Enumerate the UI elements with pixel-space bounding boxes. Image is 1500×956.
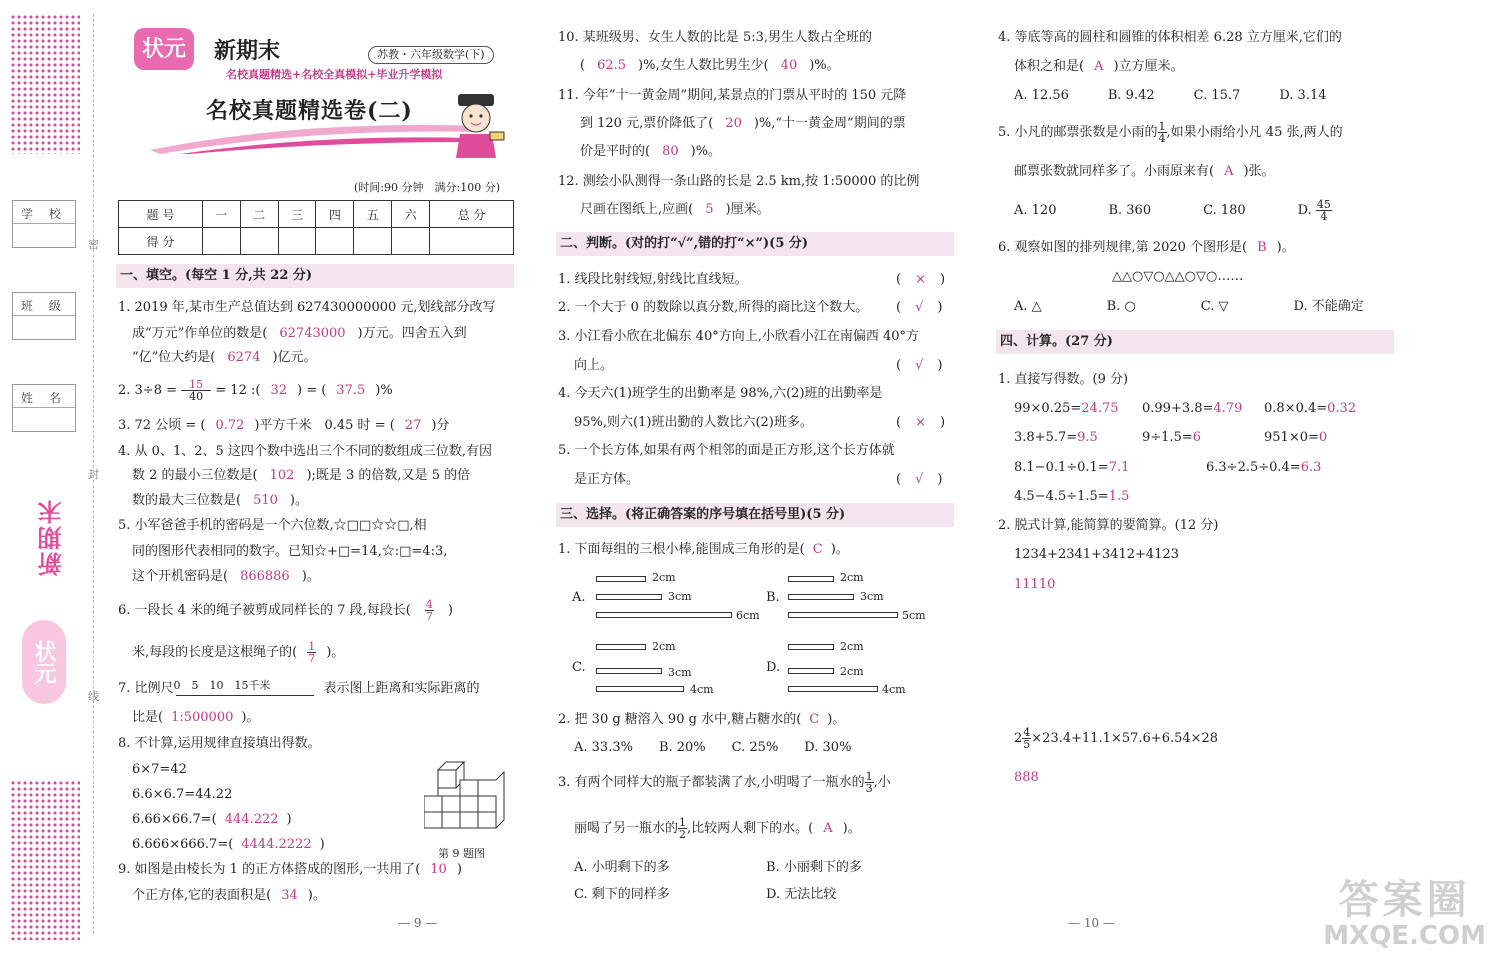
judge-3-line2: 向上。 [574, 358, 614, 373]
answer: 510 [253, 493, 278, 508]
score-input[interactable] [316, 228, 354, 255]
judge-5-line2: 是正方体。 [574, 472, 640, 487]
q1-line2: 成“万元”作单位的数是( 62743000 )万元。四舍五入到 [132, 326, 467, 341]
stick-label: 2cm [840, 571, 864, 584]
answer: 1:500000 [171, 710, 234, 725]
score-row [119, 228, 514, 255]
r5-options: A. 120 B. 360 C. 180 D. $\frac{45}{4}$ [1014, 198, 1331, 223]
answer: C [809, 712, 820, 727]
dot-pattern-bottom [10, 780, 80, 940]
q9-figure-caption: 第 9 题图 [438, 847, 485, 860]
r5-option-fraction: $\frac{45}{4}$ [1316, 198, 1331, 223]
grade-tag: 苏教・六年级数学(下) [368, 46, 494, 64]
r6-pattern: △△○▽○△△○▽○…… [1112, 269, 1244, 284]
q2: 2. 3÷8 = $\frac{15}{40}$ = 12 :( 32 ) = ( 37.5 )% [118, 378, 393, 403]
answer: C [812, 542, 823, 557]
q8-row3: 6.66×66.7=( 444.222 ) [132, 812, 292, 827]
stick-label: 2cm [652, 571, 676, 584]
judge-2-answer: ( √ ) [896, 300, 943, 315]
scale-bar: 0 5 10 15千米 [174, 681, 324, 697]
answer: 62743000 [279, 326, 346, 341]
page-number-right: — 10 — [1068, 916, 1115, 930]
stick-label: 3cm [668, 666, 692, 679]
calc-2-answer-1: 11110 [1014, 577, 1056, 592]
answer: 62.5 [597, 58, 627, 73]
stick-label: 6cm [736, 609, 760, 622]
mascot-icon [444, 92, 508, 162]
q5-line1: 5. 小军爸爸手机的密码是一个六位数,☆□□☆☆□,相 [118, 518, 427, 533]
stick [788, 576, 834, 582]
score-cell: 一 [202, 201, 240, 228]
watermark-line-2: MXQE.COM [1323, 921, 1486, 951]
option-a: A. [572, 590, 586, 605]
stick [596, 576, 646, 582]
choice-3-opt-d: D. 无法比较 [766, 887, 837, 902]
stick-label: 3cm [668, 590, 692, 603]
q5-line2: 同的图形代表相同的数字。已知☆+□=14,☆:□=4:3, [132, 544, 448, 559]
q9-line2: 个正方体,它的表面积是( 34 )。 [132, 888, 326, 903]
judge-4-answer: ( × ) [896, 415, 946, 430]
answer: A [823, 821, 833, 836]
cube-figure [424, 760, 510, 842]
stick [596, 612, 732, 618]
stick-label: 2cm [840, 640, 864, 653]
judge-1: 1. 线段比射线短,射线比直线短。 [558, 272, 748, 287]
brand-logo: 状元 [134, 28, 194, 70]
c3-fraction-2: $\frac{1}{2}$ [679, 816, 687, 841]
q6-line1: 6. 一段长 4 米的绳子被剪成同样长的 7 段,每段长( $\frac{4}{7}$ ) [118, 598, 453, 623]
answer: 0.72 [215, 418, 245, 433]
r5-line1: 5. 小凡的邮票张数是小雨的 $\frac{1}{4}$ ,如果小雨给小凡 45 张,两人的 [998, 120, 1343, 145]
q6-line2: 米,每段的长度是这根绳子的( $\frac{1}{7}$ )。 [132, 640, 345, 665]
calc-2-expr-1: 1234+2341+3412+4123 [1014, 547, 1180, 562]
calc-2-fraction: $\frac{4}{5}$ [1023, 726, 1031, 751]
choice-3-line2: 丽喝了另一瓶水的 $\frac{1}{2}$ ,比较两人剩下的水。( A )。 [574, 816, 861, 841]
q11-line1: 11. 今年“十一黄金周”期间,某景点的门票从平时的 150 元降 [558, 88, 907, 103]
score-cell: 三 [278, 201, 316, 228]
cut-line [93, 14, 94, 934]
score-cell: 题 号 [119, 201, 203, 228]
q6-fraction-1: $\frac{4}{7}$ [425, 598, 433, 623]
judge-4-line2: 95%,则六(1)班出勤的人数比六(2)班多。 [574, 415, 813, 430]
answer: 34 [281, 888, 298, 903]
answer: 80 [662, 144, 679, 159]
r5-fraction: $\frac{1}{4}$ [1158, 120, 1166, 145]
seal-mark-3: 线 [88, 690, 99, 703]
watermark [1323, 878, 1486, 950]
choice-3-opt-c: C. 剩下的同样多 [574, 887, 670, 902]
option-b: B. [766, 590, 780, 605]
calc-item: 3.8+5.7=9.5 [1014, 430, 1098, 445]
q4-line2: 数 2 的最小三位数是( 102 );既是 3 的倍数,又是 5 的倍 [132, 468, 471, 483]
q7-line1: 7. 比例尺 0 5 10 15千米 表示图上距离和实际距离的 [118, 679, 480, 696]
c3-fraction-1: $\frac{1}{3}$ [865, 770, 873, 795]
calc-item: 4.5−4.5÷1.5=1.5 [1014, 489, 1130, 504]
class-field[interactable]: 班 级 [12, 292, 76, 340]
q3: 3. 72 公顷 = ( 0.72 )平方千米 0.45 时 = ( 27 )分 [118, 418, 450, 433]
stick-label: 4cm [882, 683, 906, 696]
answer: A [1094, 59, 1104, 74]
school-field[interactable]: 学 校 [12, 200, 76, 248]
judge-3-answer: ( √ ) [896, 358, 943, 373]
q10-line2: ( 62.5 )%,女生人数比男生少( 40 )%。 [580, 58, 840, 73]
seal-mark-2: 封 [88, 468, 99, 481]
score-cell: 五 [354, 201, 392, 228]
page-number-left: — 9 — [398, 916, 438, 930]
answer: 4444.2222 [241, 837, 312, 852]
stick-label: 3cm [860, 590, 884, 603]
score-table [118, 200, 514, 255]
q1-line3: “亿”位大约是( 6274 )亿元。 [132, 350, 317, 365]
q4-line3: 数的最大三位数是( 510 )。 [132, 493, 308, 508]
answer: A [1224, 164, 1234, 179]
r4-line1: 4. 等底等高的圆柱和圆锥的体积相差 6.28 立方厘米,它们的 [998, 30, 1342, 45]
score-input[interactable] [392, 228, 430, 255]
choice-2: 2. 把 30 g 糖溶入 90 g 水中,糖占糖水的( C )。 [558, 712, 846, 727]
q5-line3: 这个开机密码是( 866886 )。 [132, 569, 320, 584]
calc-2-answer-2: 888 [1014, 770, 1039, 785]
score-header-row [119, 201, 514, 228]
judge-4-line1: 4. 今天六(1)班学生的出勤率是 98%,六(2)班的出勤率是 [558, 386, 883, 401]
stick [596, 594, 662, 600]
answer: 5 [705, 202, 714, 217]
vertical-logo: 状元 [22, 620, 66, 704]
stick [788, 644, 834, 650]
section-true-false: 二、判断。(对的打“√”,错的打“×”)(5 分) [556, 232, 954, 256]
calc-item: 9÷1.5=6 [1142, 430, 1202, 445]
answer: 866886 [240, 569, 290, 584]
watermark-line-1: 答案圈 [1338, 877, 1471, 923]
paper-title: 名校真题精选卷(二) [206, 98, 413, 124]
section-choice: 三、选择。(将正确答案的序号填在括号里)(5 分) [556, 503, 954, 527]
vertical-brand: 新期末 [37, 498, 66, 576]
answer: B [1257, 240, 1267, 255]
section-fill-in: 一、填空。(每空 1 分,共 22 分) [116, 264, 514, 288]
stick [788, 594, 854, 600]
r5-line2: 邮票张数就同样多了。小雨原来有( A )张。 [1014, 164, 1275, 179]
name-field[interactable]: 姓 名 [12, 384, 76, 432]
stick [788, 612, 898, 618]
series-subtitle: 名校真题精选+名校全真模拟+毕业升学模拟 [226, 68, 443, 81]
calc-item: 6.3÷2.5÷0.4=6.3 [1206, 460, 1322, 475]
seal-mark-1: 密 [88, 238, 99, 251]
stick [788, 686, 878, 692]
score-label: 得 分 [119, 228, 203, 255]
stick-label: 2cm [840, 665, 864, 678]
calc-item: 951×0=0 [1264, 430, 1328, 445]
answer: 27 [404, 418, 422, 433]
calc-2-title: 2. 脱式计算,能简算的要简算。(12 分) [998, 518, 1219, 533]
option-c: C. [572, 660, 586, 675]
stick-label: 5cm [902, 609, 926, 622]
judge-2: 2. 一个大于 0 的数除以真分数,所得的商比这个数大。 [558, 300, 869, 315]
score-input[interactable] [354, 228, 392, 255]
judge-3-line1: 3. 小江看小欣在北偏东 40°方向上,小欣看小江在南偏西 40°方 [558, 329, 920, 344]
dot-pattern-top [10, 14, 80, 154]
judge-5-answer: ( √ ) [896, 472, 943, 487]
score-input[interactable] [202, 228, 240, 255]
choice-1: 1. 下面每组的三根小棒,能围成三角形的是( C )。 [558, 542, 849, 557]
q8-row4: 6.666×666.7=( 4444.2222 ) [132, 837, 325, 852]
q6-fraction-2: $\frac{1}{7}$ [308, 640, 316, 665]
q2-fraction: $\frac{15}{40}$ [181, 379, 211, 402]
calc-2-expr-2: 2 $\frac{4}{5}$ ×23.4+11.1×57.6+6.54×28 [1014, 726, 1219, 751]
q12-line1: 12. 测绘小队测得一条山路的长是 2.5 km,按 1:50000 的比例 [558, 174, 920, 189]
score-cell: 总 分 [430, 201, 514, 228]
score-cell: 二 [240, 201, 278, 228]
q12-line2: 尺画在图纸上,应画( 5 )厘米。 [580, 202, 770, 217]
q8-row2: 6.6×6.7=44.22 [132, 787, 233, 802]
q11-line2: 到 120 元,票价降低了( 20 )%,“十一黄金周”期间的票 [580, 116, 906, 131]
q9-line1: 9. 如图是由棱长为 1 的正方体搭成的图形,一共用了( 10 ) [118, 862, 462, 877]
q10-line1: 10. 某班级男、女生人数的比是 5:3,男生人数占全班的 [558, 30, 872, 45]
stick-label: 4cm [690, 683, 714, 696]
r4-options: A. 12.56 B. 9.42 C. 15.7 D. 3.14 [1014, 88, 1327, 103]
r4-line2: 体积之和是( A )立方厘米。 [1014, 59, 1184, 74]
q7-line2: 比是( 1:500000 )。 [132, 710, 260, 725]
answer: 40 [780, 58, 798, 73]
answer: 37.5 [336, 383, 366, 398]
choice-3-opt-b: B. 小丽剩下的多 [766, 860, 862, 875]
brand-name: 新期末 [214, 38, 281, 64]
q1-line1: 1. 2019 年,某市生产总值达到 627430000000 元,划线部分改写 [118, 300, 496, 315]
q8-title: 8. 不计算,运用规律直接填出得数。 [118, 736, 321, 751]
score-input[interactable] [240, 228, 278, 255]
stick [788, 668, 834, 674]
option-d: D. [766, 660, 781, 675]
score-input[interactable] [430, 228, 514, 255]
score-cell: 六 [392, 201, 430, 228]
choice-2-options: A. 33.3% B. 20% C. 25% D. 30% [574, 740, 852, 755]
choice-3-opt-a: A. 小明剩下的多 [574, 860, 670, 875]
choice-3-line1: 3. 有两个同样大的瓶子都装满了水,小明喝了一瓶水的 $\frac{1}{3}$ ,小 [558, 770, 891, 795]
calc-item: 8.1−0.1÷0.1=7.1 [1014, 460, 1130, 475]
time-info: (时间:90 分钟 满分:100 分) [354, 181, 500, 194]
answer: 444.222 [224, 812, 279, 827]
section-calculation: 四、计算。(27 分) [996, 330, 1394, 354]
answer: 10 [430, 862, 447, 877]
calc-item: 99×0.25=24.75 [1014, 401, 1119, 416]
answer: 102 [269, 468, 295, 483]
calc-item: 0.8×0.4=0.32 [1264, 401, 1357, 416]
calc-item: 0.99+3.8=4.79 [1142, 401, 1243, 416]
stick [596, 686, 684, 692]
r6-line1: 6. 观察如图的排列规律,第 2020 个图形是( B )。 [998, 240, 1295, 255]
answer: 20 [725, 116, 742, 131]
judge-5-line1: 5. 一个长方体,如果有两个相邻的面是正方形,这个长方体就 [558, 443, 895, 458]
answer: 6274 [227, 350, 261, 365]
answer: 32 [270, 383, 287, 398]
q8-row1: 6×7=42 [132, 762, 187, 777]
score-input[interactable] [278, 228, 316, 255]
q4-line1: 4. 从 0、1、2、5 这四个数中选出三个不同的数组成三位数,有因 [118, 444, 493, 459]
q11-line3: 价是平时的( 80 )%。 [580, 144, 722, 159]
score-cell: 四 [316, 201, 354, 228]
swoosh-decoration [150, 120, 480, 154]
stick [596, 644, 646, 650]
calc-1-title: 1. 直接写得数。(9 分) [998, 372, 1129, 387]
stick [596, 668, 662, 674]
r6-options: A. △ B. ○ C. ▽ D. 不能确定 [1014, 299, 1364, 314]
stick-label: 2cm [652, 640, 676, 653]
judge-1-answer: ( × ) [896, 272, 946, 287]
